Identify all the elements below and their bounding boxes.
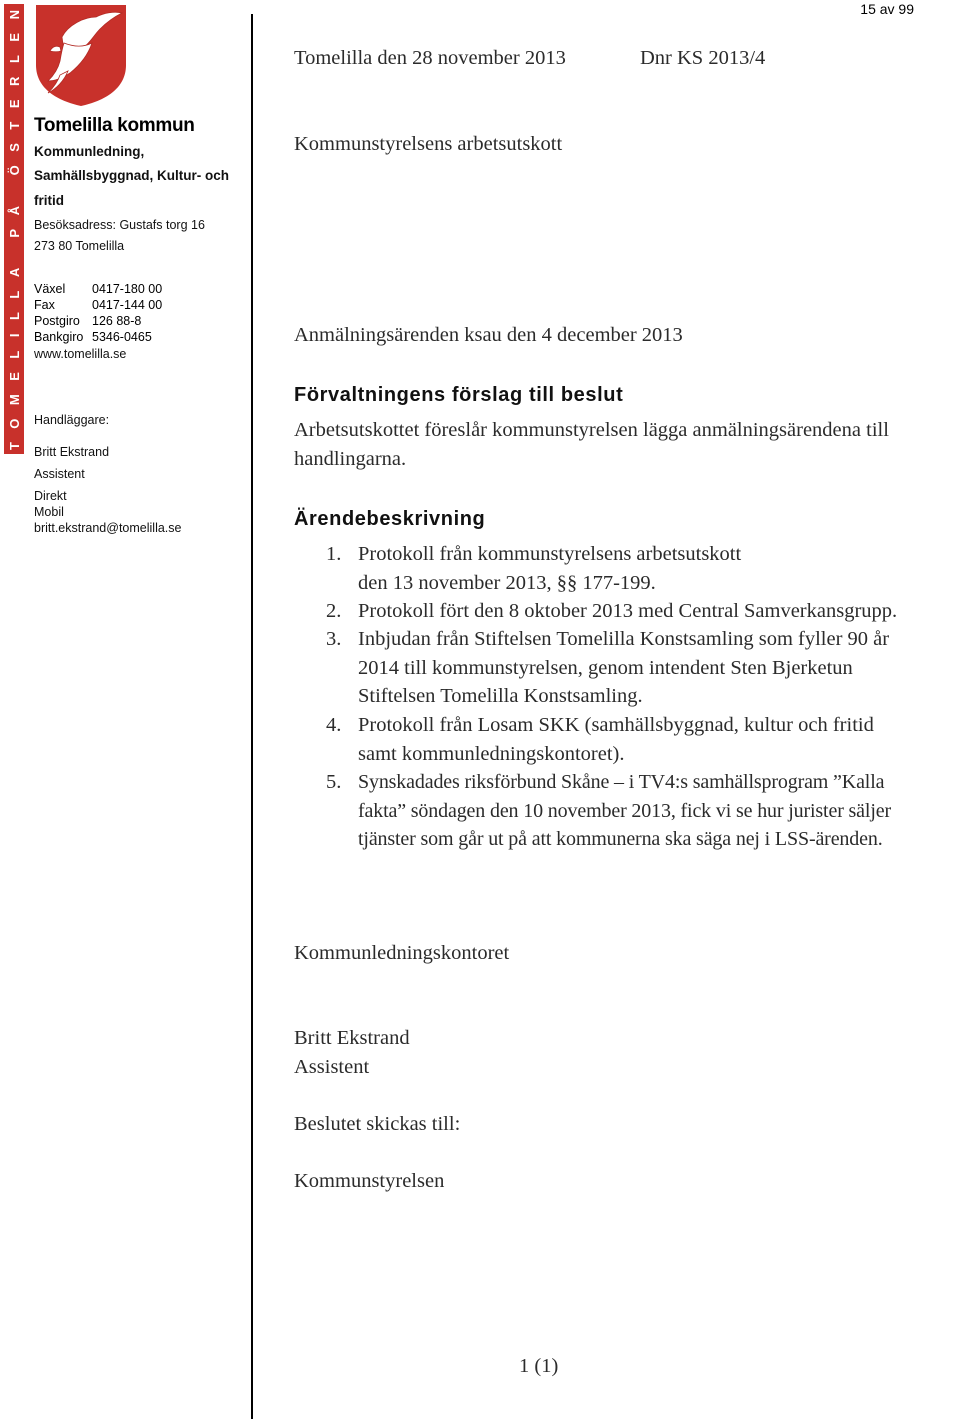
contact-row: [34, 298, 162, 312]
proposal-line: Arbetsutskottet föreslår kommunstyrelsen lägga anmälningsärendena till: [294, 419, 889, 441]
list-item-line: den 13 november 2013, §§ 177-199.: [358, 571, 656, 594]
coat-of-arms-logo: [34, 3, 128, 107]
list-item-line: tjänster som går ut på att kommunerna ska säga nej i LSS-ärenden.: [358, 828, 883, 850]
department-line: Kommunledning,: [34, 144, 145, 159]
list-item-number: 2.: [326, 600, 342, 622]
contact-label: Växel: [34, 282, 66, 296]
list-item-number: 4.: [326, 714, 342, 736]
list-item-text: [358, 625, 960, 711]
contact-label: Bankgiro: [34, 330, 84, 344]
direct-label: Direkt: [34, 489, 67, 503]
list-item-line: samt kommunledningskontoret).: [358, 742, 625, 765]
list-item-line: Protokoll från kommunstyrelsens arbetsutskott: [358, 543, 742, 565]
contact-label: Fax: [34, 298, 55, 312]
department-line: Samhällsbyggnad, Kultur- och: [34, 168, 230, 183]
mobile-label: Mobil: [34, 505, 64, 519]
proposal-line: handlingarna.: [294, 448, 407, 470]
subject: Anmälningsärenden ksau den 4 december 2013: [294, 324, 683, 346]
handler-label: Handläggare:: [34, 413, 110, 427]
proposal-heading: Förvaltningens förslag till beslut: [294, 384, 624, 406]
contact-row: [34, 330, 152, 344]
list-item-line: Protokoll från Losam SKK (samhällsbyggnad, kultur och fritid: [358, 714, 874, 736]
list-item-line: Synskadades riksförbund Skåne – i TV4:s samhällsprogram ”Kalla: [358, 771, 885, 793]
list-item-number: 3.: [326, 628, 342, 650]
handler-name: Britt Ekstrand: [34, 445, 110, 459]
list-item-text: [358, 540, 960, 597]
list-item-line: Stiftelsen Tomelilla Konstsamling.: [358, 685, 643, 707]
contact-value: 5346-0465: [92, 330, 152, 344]
list-item-text: [358, 711, 960, 768]
org-name: Tomelilla kommun: [34, 115, 195, 136]
vertical-slogan-text: TOMELILLA PÅ ÖSTERLEN: [7, 10, 22, 450]
email-link[interactable]: britt.ekstrand@tomelilla.se: [34, 521, 182, 535]
sent-to-recipient: Kommunstyrelsen: [294, 1170, 445, 1192]
list-item-line: fakta” söndagen den 10 november 2013, fick vi se hur jurister säljer: [358, 799, 891, 822]
visit-address: Besöksadress: Gustafs torg 16: [34, 218, 205, 232]
list-item-text: [358, 597, 960, 626]
page-number: 15 av 99: [860, 1, 914, 17]
office-name: Kommunledningskontoret: [294, 942, 510, 964]
signer-title: Assistent: [294, 1056, 370, 1078]
place-date: Tomelilla den 28 november 2013: [294, 47, 566, 69]
postal-address: 273 80 Tomelilla: [34, 239, 125, 253]
contact-row: [34, 314, 141, 328]
sent-to-label: Beslutet skickas till:: [294, 1113, 461, 1135]
recipient: Kommunstyrelsens arbetsutskott: [294, 133, 563, 155]
contact-label: Postgiro: [34, 314, 80, 328]
list-item-line: Inbjudan från Stiftelsen Tomelilla Konstsamling som fyller 90 år: [358, 628, 890, 650]
reference-number: Dnr KS 2013/4: [640, 47, 766, 69]
description-heading: Ärendebeskrivning: [294, 508, 486, 530]
list-item-text: [358, 768, 960, 854]
handler-title: Assistent: [34, 467, 85, 481]
contact-row: [34, 282, 162, 296]
signer-name: Britt Ekstrand: [294, 1027, 410, 1049]
vertical-divider: [251, 14, 253, 1419]
list-item-line: 2014 till kommunstyrelsen, genom intendent Sten Bjerketun: [358, 656, 853, 679]
page-of: 1 (1): [519, 1355, 559, 1377]
contact-value: 126 88-8: [92, 314, 142, 328]
list-item-line: Protokoll fört den 8 oktober 2013 med Central Samverkansgrupp.: [358, 600, 898, 622]
vertical-slogan: [4, 4, 24, 454]
website-link[interactable]: www.tomelilla.se: [34, 347, 127, 361]
contact-value: 0417-144 00: [92, 298, 163, 312]
list-item-number: 5.: [326, 771, 342, 793]
department-line: fritid: [34, 193, 64, 208]
contact-value: 0417-180 00: [92, 282, 163, 296]
list-item-number: 1.: [326, 543, 342, 565]
